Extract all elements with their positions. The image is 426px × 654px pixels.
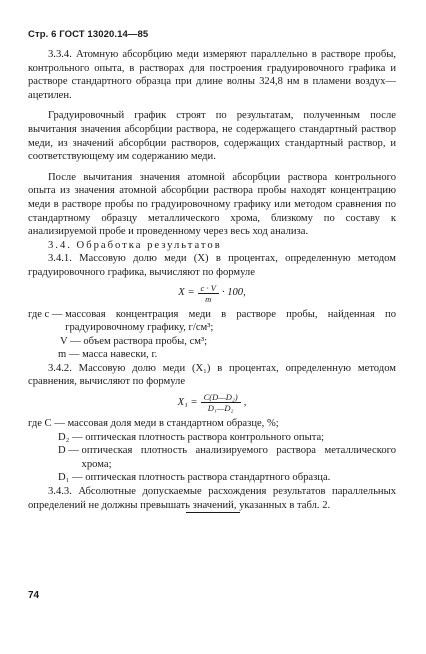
definition-row: [28, 335, 396, 349]
separator-rule: [186, 512, 240, 513]
paragraph-3-4-2: 3.4.2. Массовую долю меди (X₁) в процентах, определенную методом сравнения, вычисляют по формуле: [28, 362, 396, 388]
formula2-numerator: C(D—D₂): [203, 392, 238, 403]
definition-desc: массовая доля меди в стандартном образце, %;: [67, 418, 279, 430]
section-heading-text: 3.4. Обработка результатов: [48, 239, 222, 251]
definition-row: [28, 444, 396, 471]
definition-term: где c —: [28, 308, 66, 320]
definition-row: [28, 348, 396, 362]
definition-desc: оптическая плотность анализируемого раствора металлического хрома;: [81, 445, 396, 470]
definition-row: [28, 308, 396, 335]
definitions-2: [28, 417, 396, 485]
formula-calibration: [28, 283, 396, 304]
definition-term: где C —: [28, 418, 68, 430]
formula1-fraction: [198, 283, 219, 304]
definition-term: m —: [58, 349, 83, 361]
definition-term: V —: [60, 335, 84, 347]
formula1-numerator: c · V: [200, 282, 216, 293]
definition-term: D —: [58, 445, 82, 457]
formula2-fraction: [201, 392, 241, 413]
paragraph-subtraction: После вычитания значения атомной абсорбции раствора контрольного опыта из значения атомной абсорбции раствора пробы находят концентрацию меди в растворе пробы по градуировочному графику или методом сравнения по стандартному образцу металлического хрома, близкому по составу к анализируемой пробе и проведенному через весь ход анализа.: [28, 171, 396, 238]
formula2-tail: ,: [243, 396, 247, 408]
formula2-lhs: X₁ =: [177, 396, 198, 408]
definition-term: D₁ —: [58, 472, 86, 484]
formula2-denominator: D₁—D₂: [207, 403, 234, 414]
page-number: 74: [28, 590, 40, 601]
definition-row: [28, 417, 396, 431]
definitions-1: [28, 308, 396, 362]
definition-desc: оптическая плотность раствора контрольного опыта;: [85, 431, 325, 443]
page-header: Стр. 6 ГОСТ 13020.14—85: [28, 29, 149, 40]
paragraph-calibration: Градуировочный график строят по результатам, полученным после вычитания значения абсорбции раствора, не содержащего стандартный раствор меди, из значений абсорбции растворов, содержащих стандартный раствор, и соответствующему им содержанию меди.: [28, 110, 396, 163]
body-text: [28, 48, 396, 512]
section-heading-3-4: [28, 239, 396, 253]
formula-comparison: [28, 392, 396, 413]
definition-desc: масса навески, г.: [82, 349, 158, 361]
formula1-lhs: X =: [178, 287, 195, 299]
paragraph-3-4-1: 3.4.1. Массовую долю меди (X) в процентах, определенную методом градуировочного графика, вычисляют по формуле: [28, 253, 396, 278]
paragraph-3-4-3: 3.4.3. Абсолютные допускаемые расхождения результатов параллельных определений не должны превышать значений, указанных в табл. 2.: [28, 486, 396, 511]
definition-row: [28, 471, 396, 485]
definition-desc: объем раствора пробы, см³;: [83, 335, 208, 347]
definition-desc: массовая концентрация меди в растворе пробы, найденная по градуировочному графику, г/см³;: [65, 308, 396, 334]
formula1-denominator: m: [205, 293, 212, 304]
formula1-tail: · 100,: [221, 287, 246, 299]
paragraph-3-3-4: 3.3.4. Атомную абсорбцию меди измеряют параллельно в растворе пробы, контрольного опыта, в растворах для построения градуировочного графика и растворе стандартного образца при длине волны 324,8 нм в пламени воздух—ацетилен.: [28, 49, 396, 101]
definition-row: [28, 431, 396, 445]
definition-term: D₂ —: [58, 431, 86, 443]
definition-desc: оптическая плотность раствора стандартного образца.: [85, 472, 331, 484]
